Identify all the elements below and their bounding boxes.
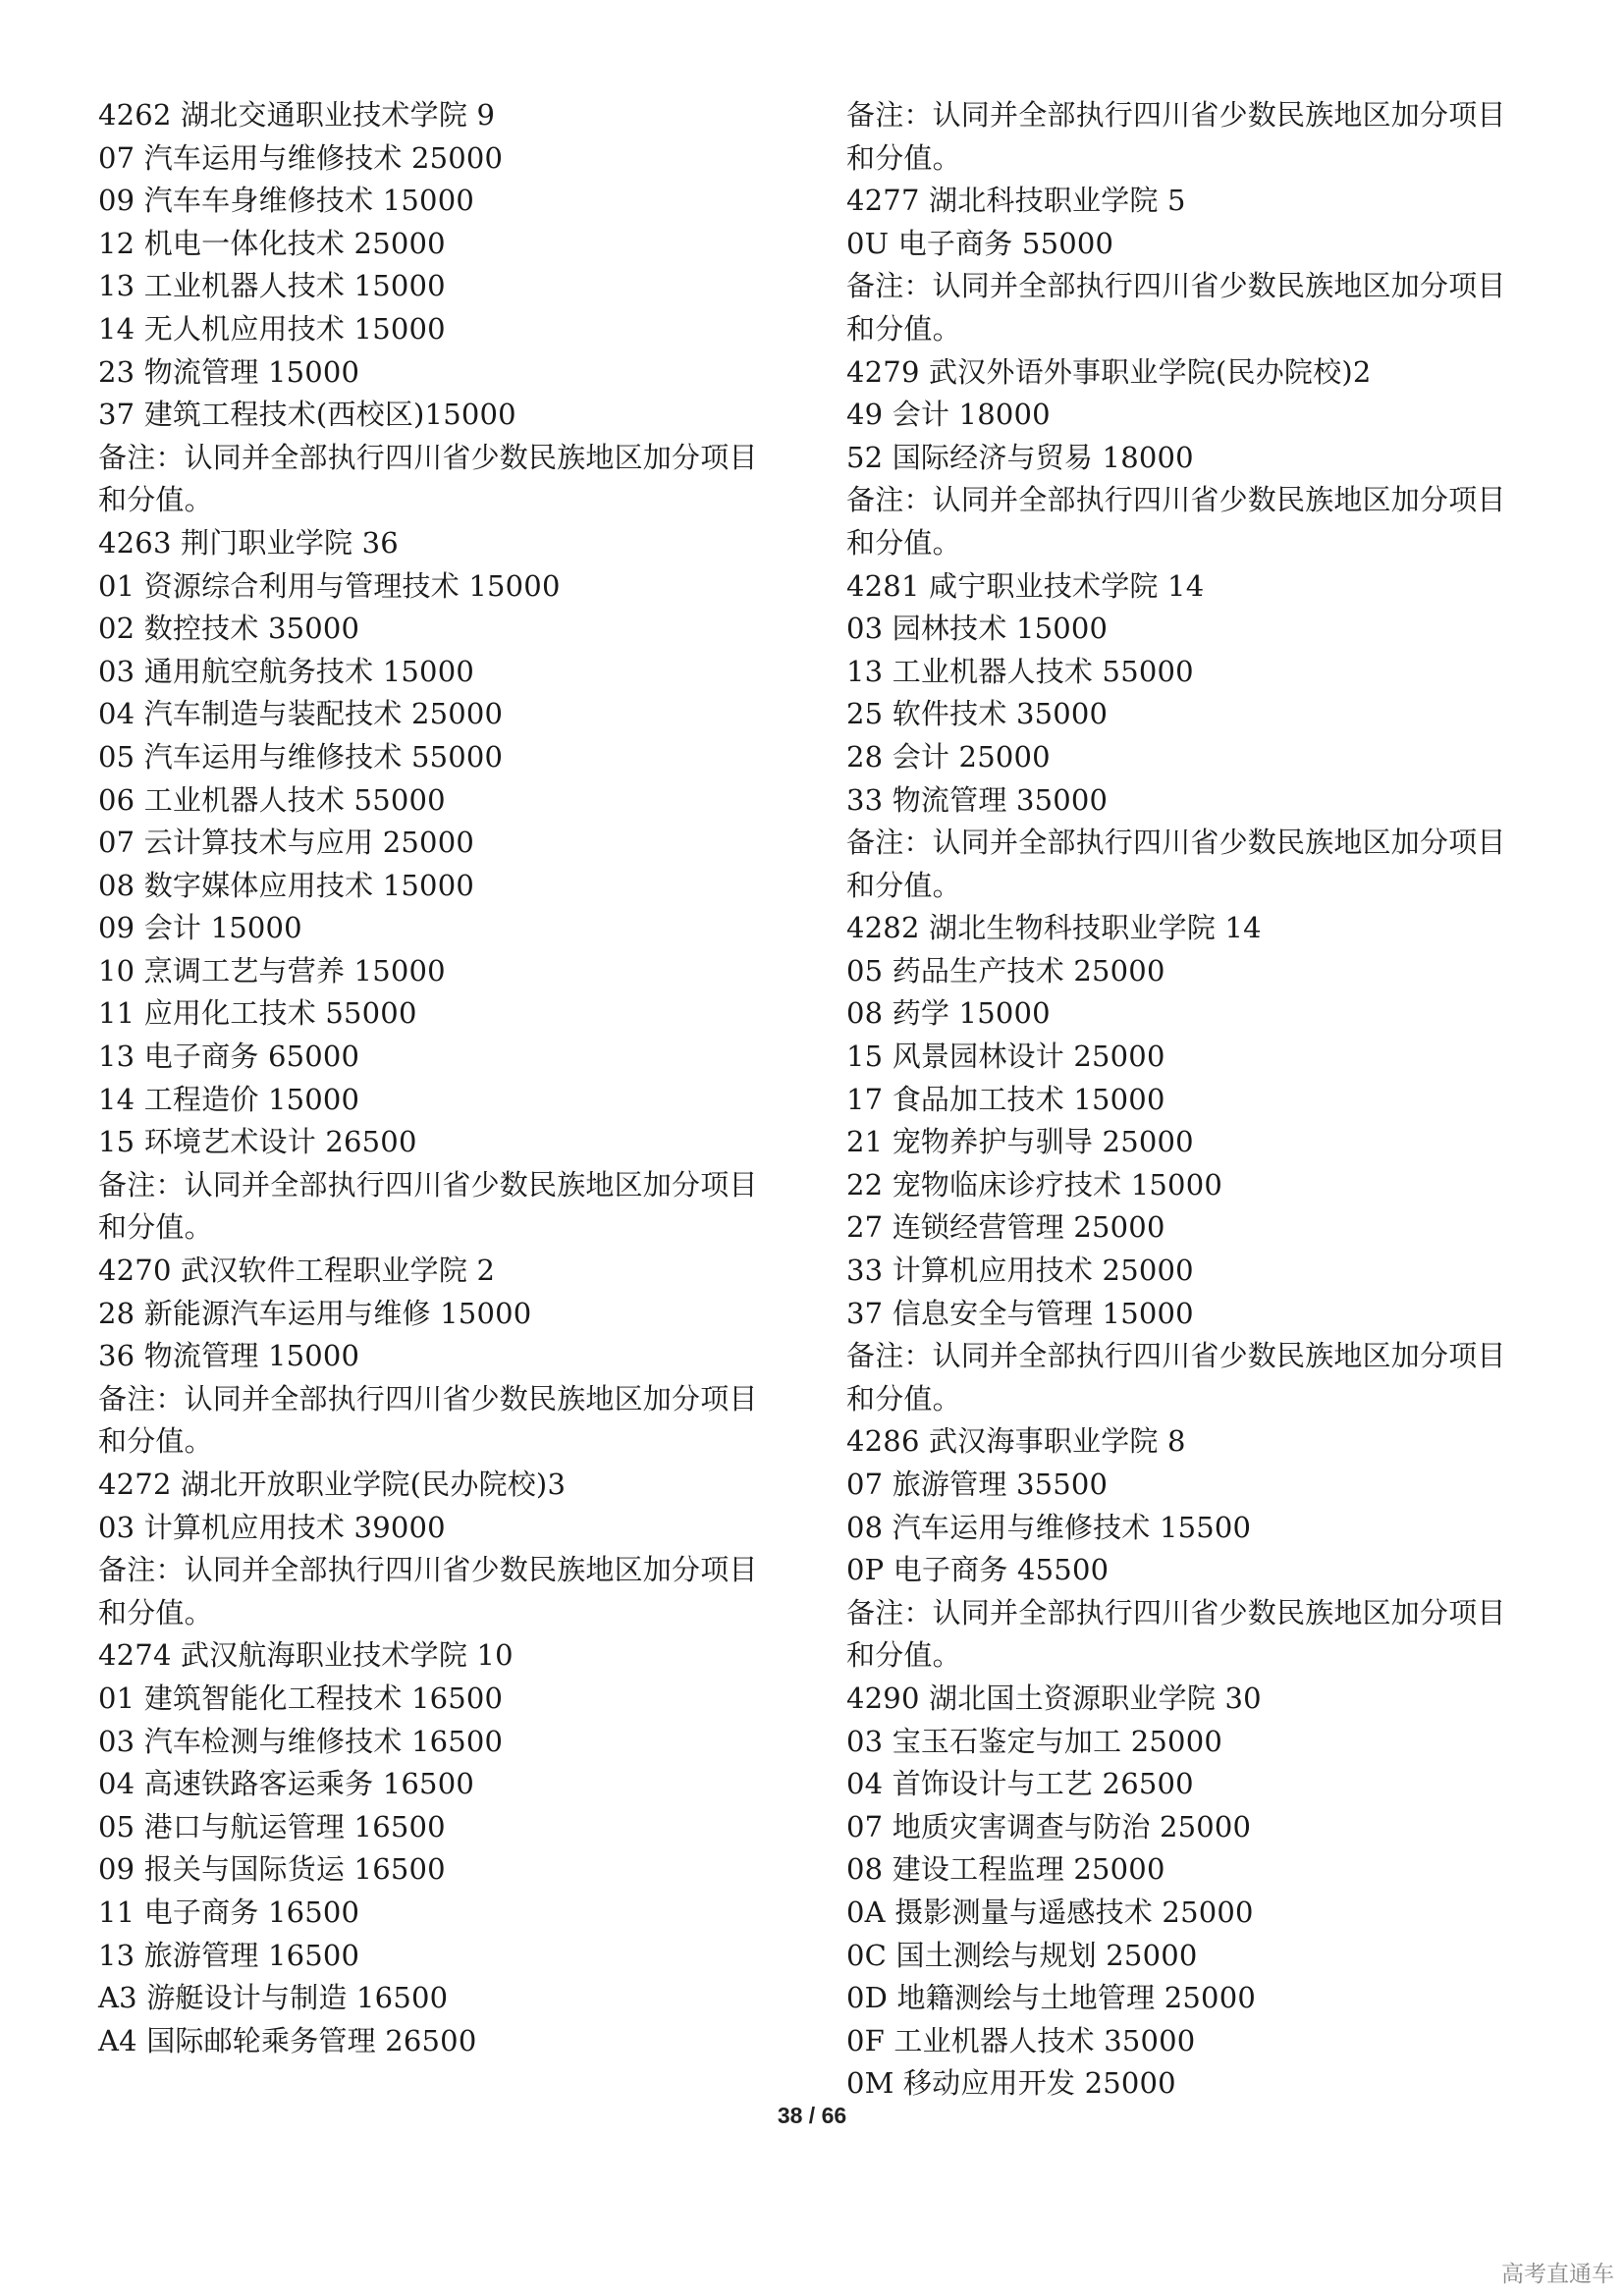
text-line: 4274 武汉航海职业技术学院 10 bbox=[98, 1638, 514, 1673]
text-line: 04 汽车制造与装配技术 25000 bbox=[98, 697, 504, 731]
text-line: 05 药品生产技术 25000 bbox=[846, 953, 1165, 988]
text-line: 37 信息安全与管理 15000 bbox=[846, 1296, 1194, 1330]
left-column bbox=[98, 94, 805, 2062]
text-line: 0P 电子商务 45500 bbox=[846, 1553, 1110, 1587]
text-line: 4279 武汉外语外事职业学院(民办院校)2 bbox=[846, 354, 1372, 389]
text-line: 23 物流管理 15000 bbox=[98, 354, 360, 389]
text-line: 08 汽车运用与维修技术 15500 bbox=[846, 1510, 1252, 1544]
text-line: 0A 摄影测量与遥感技术 25000 bbox=[846, 1895, 1254, 1929]
text-line: 0D 地籍测绘与土地管理 25000 bbox=[846, 1981, 1256, 2015]
text-line: 01 建筑智能化工程技术 16500 bbox=[98, 1681, 504, 1715]
text-line: 03 园林技术 15000 bbox=[846, 612, 1109, 646]
text-line: 03 计算机应用技术 39000 bbox=[98, 1510, 446, 1544]
text-line: 4270 武汉软件工程职业学院 2 bbox=[98, 1254, 496, 1288]
text-line: 11 电子商务 16500 bbox=[98, 1895, 360, 1929]
text-line: 备注：认同并全部执行四川省少数民族地区加分项目 bbox=[846, 1339, 1506, 1373]
text-line: 13 工业机器人技术 15000 bbox=[98, 269, 446, 303]
text-line: 28 新能源汽车运用与维修 15000 bbox=[98, 1296, 532, 1330]
text-line: 04 高速铁路客运乘务 16500 bbox=[98, 1767, 474, 1801]
text-line: 01 资源综合利用与管理技术 15000 bbox=[98, 568, 561, 603]
text-line: 13 旅游管理 16500 bbox=[98, 1938, 360, 1972]
text-line: 和分值。 bbox=[98, 1210, 213, 1245]
text-line: 0C 国土测绘与规划 25000 bbox=[846, 1938, 1198, 1972]
text-line: 21 宠物养护与驯导 25000 bbox=[846, 1125, 1194, 1159]
text-line: 07 旅游管理 35500 bbox=[846, 1468, 1109, 1501]
text-line: 37 建筑工程技术(西校区)15000 bbox=[98, 398, 516, 432]
text-line: 备注：认同并全部执行四川省少数民族地区加分项目 bbox=[846, 98, 1506, 132]
text-line: 07 云计算技术与应用 25000 bbox=[98, 826, 474, 860]
text-line: 和分值。 bbox=[846, 1638, 961, 1673]
text-line: 27 连锁经营管理 25000 bbox=[846, 1210, 1165, 1245]
text-line: 05 港口与航运管理 16500 bbox=[98, 1809, 446, 1843]
text-line: 15 环境艺术设计 26500 bbox=[98, 1125, 417, 1159]
page-number: 38 / 66 bbox=[777, 2103, 847, 2128]
text-line: 4277 湖北科技职业学院 5 bbox=[846, 184, 1186, 218]
text-line: 36 物流管理 15000 bbox=[98, 1339, 360, 1373]
text-line: 52 国际经济与贸易 18000 bbox=[846, 440, 1194, 474]
text-line: 28 会计 25000 bbox=[846, 739, 1051, 774]
text-line: 11 应用化工技术 55000 bbox=[98, 996, 417, 1031]
text-line: 09 会计 15000 bbox=[98, 911, 302, 945]
text-line: 08 数字媒体应用技术 15000 bbox=[98, 868, 474, 902]
text-line: A3 游艇设计与制造 16500 bbox=[98, 1981, 449, 2015]
text-line: 49 会计 18000 bbox=[846, 398, 1051, 432]
text-line: 22 宠物临床诊疗技术 15000 bbox=[846, 1167, 1222, 1201]
text-line: 07 地质灾害调查与防治 25000 bbox=[846, 1809, 1252, 1843]
text-line: 备注：认同并全部执行四川省少数民族地区加分项目 bbox=[846, 483, 1506, 517]
text-line: 06 工业机器人技术 55000 bbox=[98, 782, 446, 817]
text-line: 0M 移动应用开发 25000 bbox=[846, 2066, 1176, 2101]
text-line: 05 汽车运用与维修技术 55000 bbox=[98, 739, 504, 774]
text-line: 备注：认同并全部执行四川省少数民族地区加分项目 bbox=[98, 1381, 758, 1415]
text-line: 4263 荆门职业学院 36 bbox=[98, 525, 399, 560]
text-line: 和分值。 bbox=[846, 311, 961, 346]
text-line: 03 宝玉石鉴定与加工 25000 bbox=[846, 1724, 1222, 1758]
text-line: 0F 工业机器人技术 35000 bbox=[846, 2023, 1196, 2057]
text-line: 备注：认同并全部执行四川省少数民族地区加分项目 bbox=[98, 1553, 758, 1587]
text-line: 和分值。 bbox=[846, 1381, 961, 1415]
text-line: 和分值。 bbox=[846, 140, 961, 175]
text-line: 4290 湖北国土资源职业学院 30 bbox=[846, 1681, 1262, 1715]
text-line: 33 计算机应用技术 25000 bbox=[846, 1254, 1194, 1288]
text-line: 和分值。 bbox=[846, 868, 961, 902]
text-line: 和分值。 bbox=[98, 1595, 213, 1629]
text-line: 备注：认同并全部执行四川省少数民族地区加分项目 bbox=[98, 440, 758, 474]
text-line: 4272 湖北开放职业学院(民办院校)3 bbox=[98, 1468, 567, 1501]
text-line: 04 首饰设计与工艺 26500 bbox=[846, 1767, 1194, 1801]
text-line: 09 汽车车身维修技术 15000 bbox=[98, 184, 474, 218]
text-line: 12 机电一体化技术 25000 bbox=[98, 226, 446, 260]
text-line: 02 数控技术 35000 bbox=[98, 612, 360, 646]
text-line: 4282 湖北生物科技职业学院 14 bbox=[846, 911, 1262, 945]
text-line: 和分值。 bbox=[98, 483, 213, 517]
text-line: 备注：认同并全部执行四川省少数民族地区加分项目 bbox=[846, 1595, 1506, 1629]
text-line: 08 建设工程监理 25000 bbox=[846, 1852, 1165, 1887]
text-line: 10 烹调工艺与营养 15000 bbox=[98, 953, 446, 988]
text-line: 备注：认同并全部执行四川省少数民族地区加分项目 bbox=[98, 1167, 758, 1201]
text-line: 备注：认同并全部执行四川省少数民族地区加分项目 bbox=[846, 826, 1506, 860]
watermark: 高考直通车 bbox=[1501, 2262, 1614, 2287]
text-line: 4286 武汉海事职业学院 8 bbox=[846, 1424, 1186, 1459]
text-line: 13 电子商务 65000 bbox=[98, 1040, 360, 1074]
text-line: 15 风景园林设计 25000 bbox=[846, 1040, 1165, 1074]
text-line: A4 国际邮轮乘务管理 26500 bbox=[98, 2023, 477, 2057]
text-line: 07 汽车运用与维修技术 25000 bbox=[98, 140, 504, 175]
text-line: 25 软件技术 35000 bbox=[846, 697, 1109, 731]
text-line: 08 药学 15000 bbox=[846, 996, 1051, 1031]
text-line: 和分值。 bbox=[98, 1424, 213, 1459]
text-line: 09 报关与国际货运 16500 bbox=[98, 1852, 446, 1887]
text-line: 03 汽车检测与维修技术 16500 bbox=[98, 1724, 504, 1758]
text-line: 备注：认同并全部执行四川省少数民族地区加分项目 bbox=[846, 269, 1506, 303]
text-line: 14 无人机应用技术 15000 bbox=[98, 311, 446, 346]
text-line: 0U 电子商务 55000 bbox=[846, 226, 1114, 260]
text-line: 13 工业机器人技术 55000 bbox=[846, 654, 1194, 688]
text-line: 17 食品加工技术 15000 bbox=[846, 1082, 1165, 1116]
text-line: 03 通用航空航务技术 15000 bbox=[98, 654, 474, 688]
text-line: 4281 咸宁职业技术学院 14 bbox=[846, 568, 1205, 603]
text-line: 和分值。 bbox=[846, 525, 961, 560]
text-line: 33 物流管理 35000 bbox=[846, 782, 1109, 817]
right-column bbox=[846, 94, 1553, 2106]
text-line: 14 工程造价 15000 bbox=[98, 1082, 360, 1116]
text-line: 4262 湖北交通职业技术学院 9 bbox=[98, 98, 496, 132]
